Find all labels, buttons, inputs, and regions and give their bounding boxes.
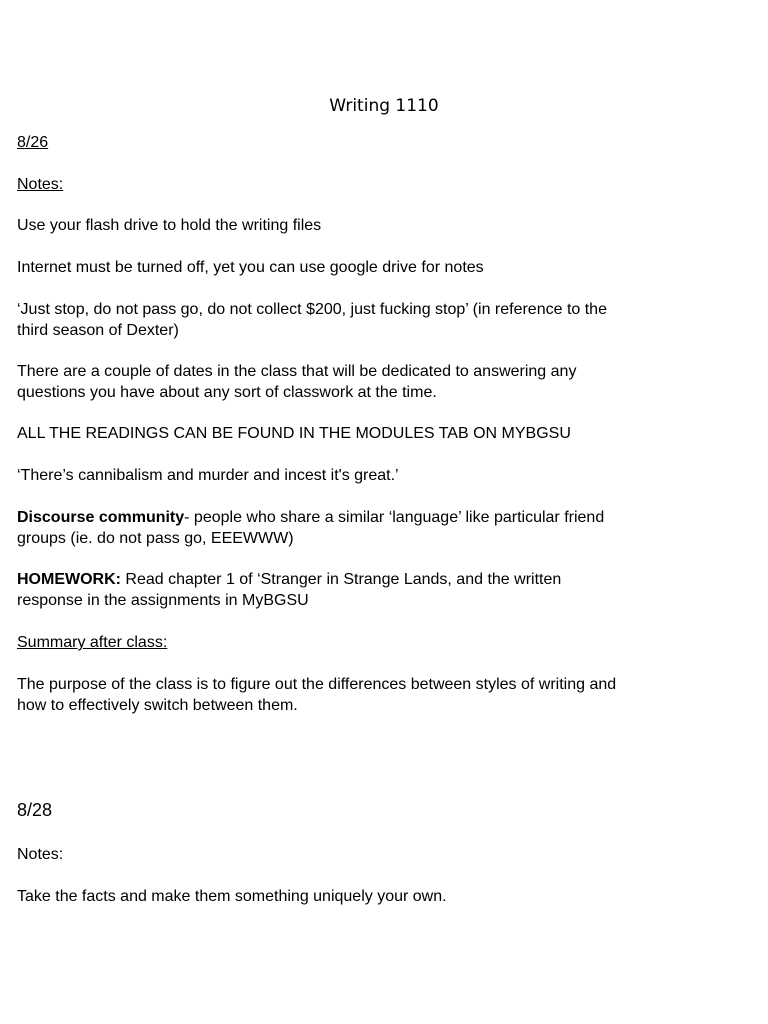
summary-text: how to effectively switch between them. — [17, 697, 298, 714]
homework-line: response in the assignments in MyBGSU — [17, 592, 309, 609]
definition-line: groups (ie. do not pass go, EEEWWW) — [17, 530, 294, 547]
definition-text: - people who share a similar ‘language’ like particular friend — [184, 509, 605, 526]
notes-label: Notes: — [17, 176, 64, 193]
note-item: ALL THE READINGS CAN BE FOUND IN THE MODULES TAB ON MYBGSU — [17, 425, 571, 442]
date-heading: 8/28 — [17, 800, 53, 820]
date-heading: 8/26 — [17, 134, 49, 151]
note-item: questions you have about any sort of classwork at the time. — [17, 384, 437, 401]
homework-label: HOMEWORK: — [17, 571, 121, 588]
homework-text: Read chapter 1 of ‘Stranger in Strange Lands, and the written — [120, 571, 562, 588]
note-item: There are a couple of dates in the class that will be dedicated to answering any — [17, 363, 577, 380]
notes-label: Notes: — [17, 846, 64, 863]
note-item: ‘Just stop, do not pass go, do not collect $200, just fucking stop’ (in reference to the — [17, 301, 607, 318]
note-item: ‘There’s cannibalism and murder and incest it's great.’ — [17, 467, 399, 484]
summary-label: Summary after class: — [17, 634, 168, 651]
definition-term: Discourse community — [17, 509, 185, 526]
summary-text: The purpose of the class is to figure out the differences between styles of writing and — [17, 676, 617, 693]
definition-line — [17, 507, 604, 528]
note-item: Use your flash drive to hold the writing files — [17, 217, 322, 234]
homework-line — [17, 569, 561, 590]
note-item: third season of Dexter) — [17, 322, 179, 339]
note-item: Internet must be turned off, yet you can use google drive for notes — [17, 259, 484, 276]
note-item: Take the facts and make them something uniquely your own. — [17, 888, 447, 905]
document-title: Writing 1110 — [329, 96, 439, 116]
